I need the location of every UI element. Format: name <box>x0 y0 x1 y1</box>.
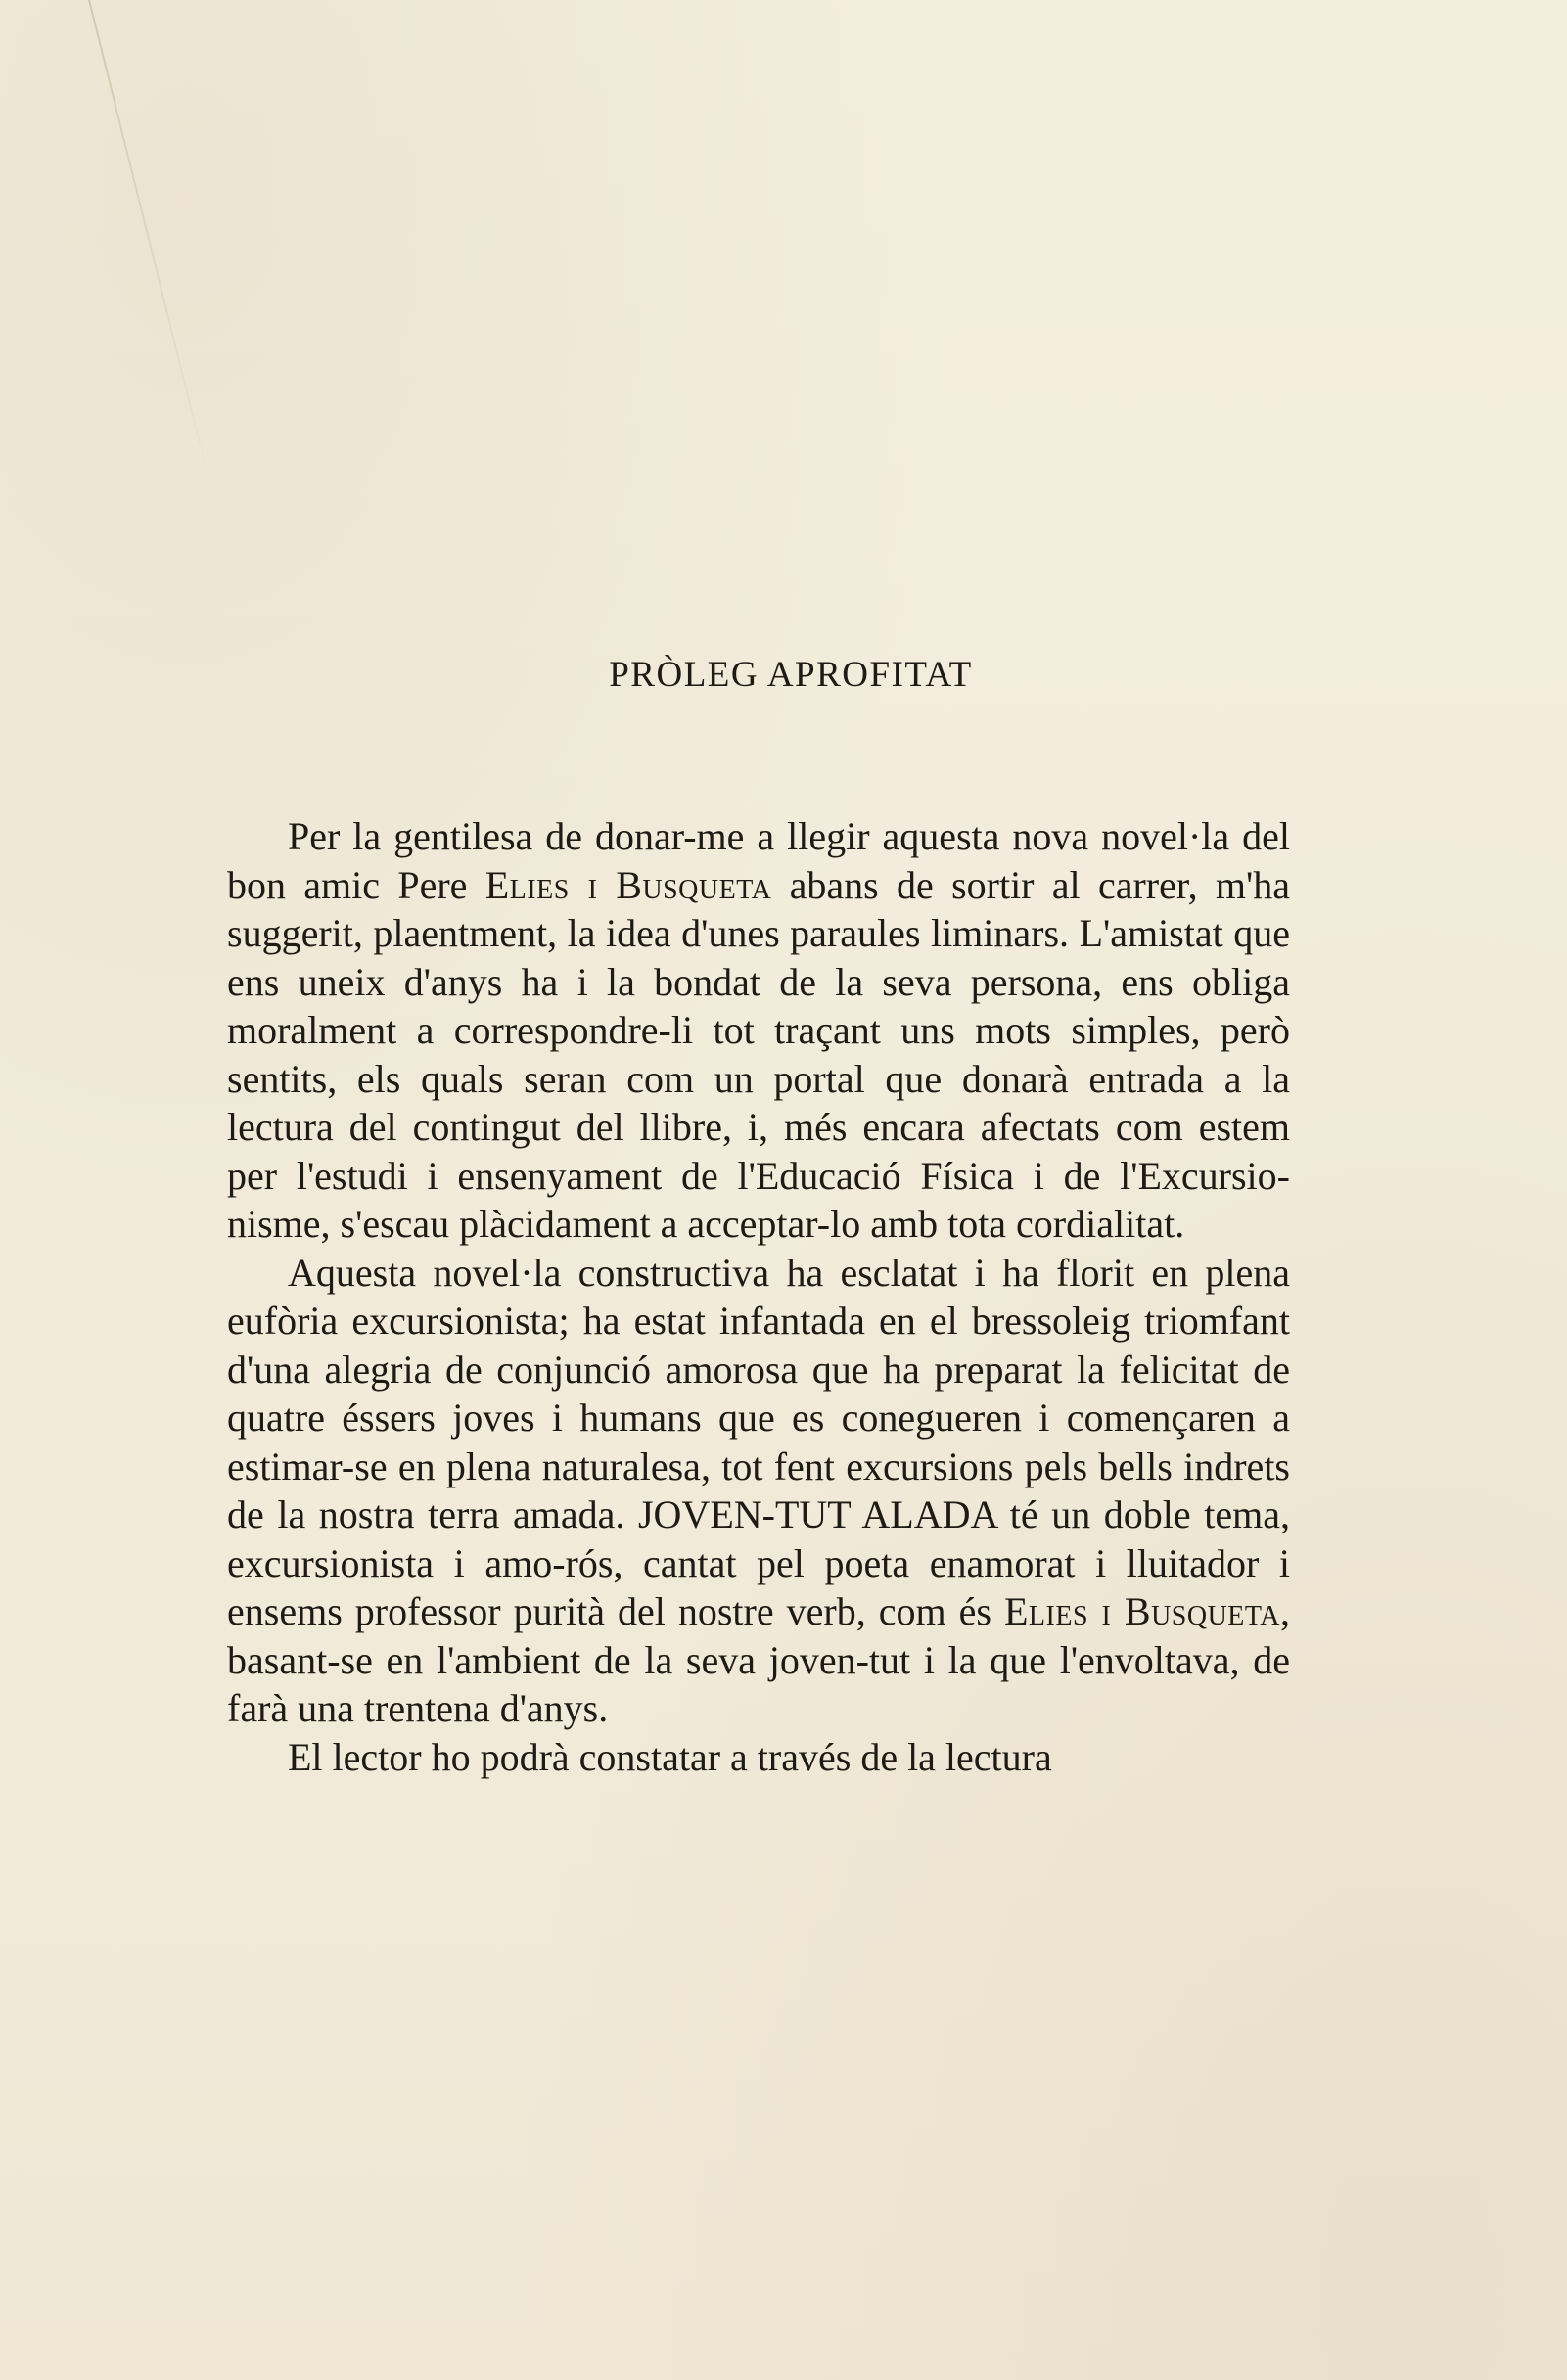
page-title: PRÒLEG APROFITAT <box>609 655 973 695</box>
paragraph-1 <box>227 812 1290 1249</box>
paper-fold-line <box>88 0 213 494</box>
author-name: Elies i Busqueta <box>1003 1589 1280 1633</box>
paragraph-3 <box>227 1733 1290 1782</box>
paragraph-3-text: El lector ho podrà constatar a través de la lectura <box>288 1734 1052 1779</box>
paragraph-1-text-a: Per la gentilesa de donar-me a llegir aquesta nova novel·la del bon amic Pere <box>227 814 1290 907</box>
paragraph-1-text-b: abans de sortir al carrer, m'ha suggerit, plaentment, la idea d'unes paraules liminars. L'amistat que ens uneix d'anys ha i la bondat de la seva persona, ens obliga moralment a correspondre-li tot traçant uns mots simples, però sentits, els quals seran com un portal que donarà entrada a la lectura del contingut del llibre, i, més encara afectats com estem per l'estudi i ensenyament de l'Educació Física i de l'Excursio-nisme, s'escau plàcidament a acceptar-lo amb tota cordialitat. <box>227 862 1290 1246</box>
paragraph-2-text-a: Aquesta novel·la constructiva ha esclatat i ha florit en plena eufòria excursionista; ha estat infantada en el bressoleig triomfant d'una alegria de conjunció amorosa que ha preparat la felicitat de quatre éssers joves i humans que es conegueren i començaren a estimar-se en plena naturalesa, tot fent excursions pels bells indrets de la nostra terra amada. JOVEN-TUT ALADA té un doble tema, excursionista i amo-rós, cantat pel poeta enamorat i lluitador i ensems professor purità del nostre verb, com és <box>227 1250 1290 1633</box>
body-text <box>227 812 1290 1781</box>
paragraph-2-text-b: , basant-se en l'ambient de la seva joven-tut i la que l'envoltava, de farà una trentena d'anys. <box>227 1589 1290 1730</box>
author-name: Elies i Busqueta <box>484 862 772 907</box>
paragraph-2 <box>227 1249 1290 1733</box>
